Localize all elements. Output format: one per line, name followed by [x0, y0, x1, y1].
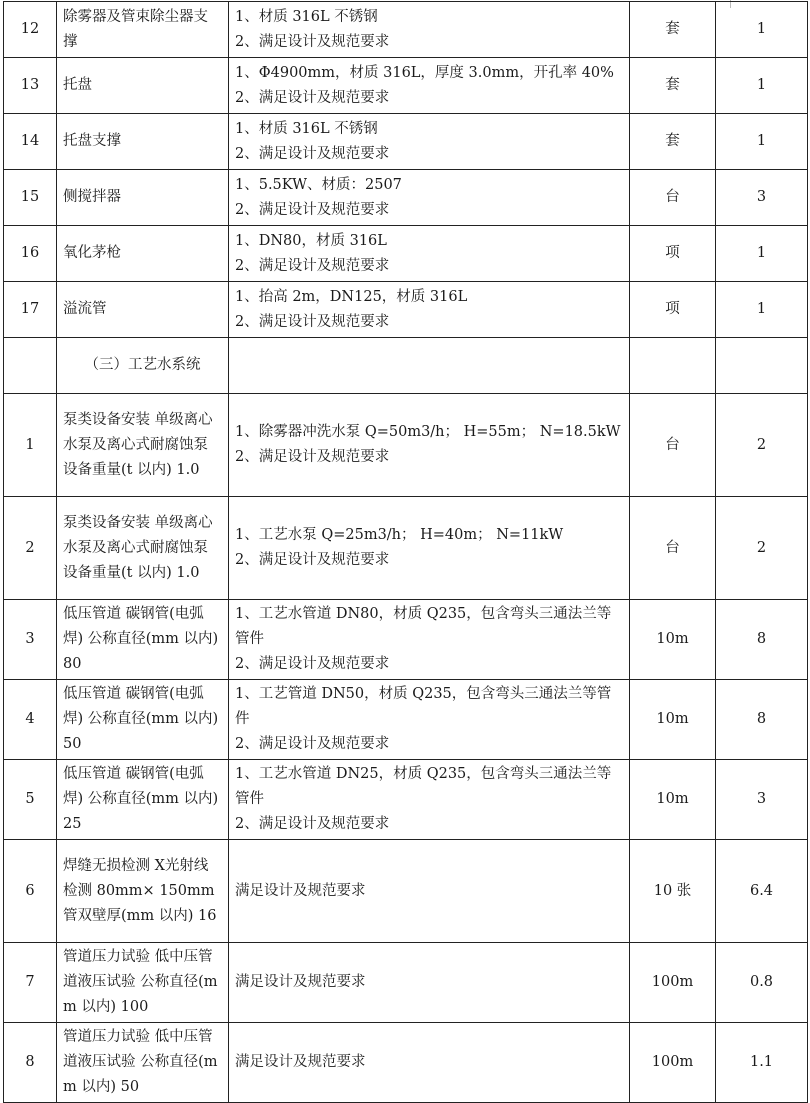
item-number-cell: 6 [4, 840, 57, 943]
table-body [4, 2, 808, 1103]
spec-line: 2、满足设计及规范要求 [235, 33, 390, 50]
item-name-cell: 侧搅拌器 [57, 170, 229, 226]
item-name-cell: 托盘支撑 [57, 114, 229, 170]
table-row [4, 943, 808, 1023]
quantity-cell: 3 [716, 170, 808, 226]
quantity-cell: 0.8 [716, 943, 808, 1023]
spec-line: 1、工艺水管道 DN80，材质 Q235，包含弯头三通法兰等管件 [235, 606, 612, 647]
spec-line: 2、满足设计及规范要求 [235, 313, 390, 330]
unit-cell: 套 [630, 2, 716, 58]
quantity-cell: 1 [716, 58, 808, 114]
unit-cell [630, 338, 716, 394]
quantity-cell: 1.1 [716, 1023, 808, 1103]
item-spec-cell [229, 226, 630, 282]
spec-line: 2、满足设计及规范要求 [235, 257, 390, 274]
spec-line: 满足设计及规范要求 [235, 974, 366, 990]
quantity-cell: 2 [716, 497, 808, 600]
unit-cell: 10m [630, 600, 716, 680]
item-spec-cell [229, 760, 630, 840]
table-row [4, 1023, 808, 1103]
item-spec-cell [229, 114, 630, 170]
table-row [4, 338, 808, 394]
table-row [4, 394, 808, 497]
quantity-cell: 3 [716, 760, 808, 840]
spec-line: 1、抬高 2m，DN125，材质 316L [235, 288, 468, 305]
item-number-cell: 1 [4, 394, 57, 497]
item-spec-cell [229, 943, 630, 1023]
item-name-cell: 托盘 [57, 58, 229, 114]
item-number-cell: 16 [4, 226, 57, 282]
quantity-cell: 8 [716, 680, 808, 760]
table-row [4, 114, 808, 170]
table-row [4, 840, 808, 943]
unit-cell: 套 [630, 58, 716, 114]
table-row [4, 226, 808, 282]
item-number-cell: 14 [4, 114, 57, 170]
item-name-cell: 氧化茅枪 [57, 226, 229, 282]
spec-line: 1、DN80，材质 316L [235, 232, 387, 249]
quantity-cell: 1 [716, 114, 808, 170]
item-name-cell: 除雾器及管束除尘器支撑 [57, 2, 229, 58]
unit-cell: 项 [630, 226, 716, 282]
item-spec-cell [229, 497, 630, 600]
quantity-cell: 1 [716, 282, 808, 338]
item-number-cell: 4 [4, 680, 57, 760]
spec-line: 2、满足设计及规范要求 [235, 656, 390, 672]
spec-line: 1、除雾器冲洗水泵 Q=50m3/h； H=55m； N=18.5kW [235, 424, 621, 440]
quantity-cell: 2 [716, 394, 808, 497]
unit-cell: 项 [630, 282, 716, 338]
spec-line: 2、满足设计及规范要求 [235, 816, 390, 832]
item-name-cell: 管道压力试验 低中压管道液压试验 公称直径(mm 以内) 50 [57, 1023, 229, 1103]
item-number-cell: 3 [4, 600, 57, 680]
item-name-cell: 焊缝无损检测 X光射线检测 80mm× 150mm 管双壁厚(mm 以内) 16 [57, 840, 229, 943]
item-name-cell: 低压管道 碳钢管(电弧焊) 公称直径(mm 以内) 25 [57, 760, 229, 840]
item-spec-cell [229, 840, 630, 943]
spec-line: 2、满足设计及规范要求 [235, 201, 390, 218]
unit-cell: 台 [630, 394, 716, 497]
quantity-cell: 1 [716, 2, 808, 58]
item-spec-cell [229, 2, 630, 58]
item-name-cell: 低压管道 碳钢管(电弧焊) 公称直径(mm 以内) 50 [57, 680, 229, 760]
unit-cell: 10 张 [630, 840, 716, 943]
spec-line: 1、工艺水管道 DN25，材质 Q235，包含弯头三通法兰等管件 [235, 766, 612, 807]
table-row [4, 58, 808, 114]
item-number-cell: 5 [4, 760, 57, 840]
unit-cell: 台 [630, 170, 716, 226]
spec-line: 满足设计及规范要求 [235, 882, 366, 899]
unit-cell: 10m [630, 680, 716, 760]
item-spec-cell [229, 1023, 630, 1103]
spec-line: 2、满足设计及规范要求 [235, 89, 390, 106]
unit-cell: 10m [630, 760, 716, 840]
unit-cell: 100m [630, 1023, 716, 1103]
item-spec-cell [229, 394, 630, 497]
spec-line: 1、Φ4900mm，材质 316L，厚度 3.0mm，开孔率 40% [235, 64, 614, 81]
table-row [4, 282, 808, 338]
item-spec-cell [229, 600, 630, 680]
item-number-cell: 8 [4, 1023, 57, 1103]
spec-line: 2、满足设计及规范要求 [235, 552, 390, 568]
quantity-cell: 8 [716, 600, 808, 680]
bill-of-quantities-table [3, 1, 808, 1103]
spec-line: 1、5.5KW、材质：2507 [235, 176, 402, 193]
item-number-cell: 13 [4, 58, 57, 114]
spec-line: 满足设计及规范要求 [235, 1054, 366, 1070]
item-spec-cell [229, 170, 630, 226]
item-spec-cell [229, 338, 630, 394]
item-number-cell: 7 [4, 943, 57, 1023]
item-number-cell: 2 [4, 497, 57, 600]
quantity-cell: 6.4 [716, 840, 808, 943]
spec-line: 1、工艺管道 DN50，材质 Q235，包含弯头三通法兰等管件 [235, 686, 612, 727]
item-number-cell: 12 [4, 2, 57, 58]
unit-cell: 台 [630, 497, 716, 600]
spec-line: 2、满足设计及规范要求 [235, 449, 390, 465]
item-spec-cell [229, 282, 630, 338]
item-name-cell: （三）工艺水系统 [57, 338, 229, 394]
spec-line: 2、满足设计及规范要求 [235, 145, 390, 162]
table-row [4, 680, 808, 760]
item-name-cell: 泵类设备安装 单级离心水泵及离心式耐腐蚀泵 设备重量(t 以内) 1.0 [57, 497, 229, 600]
quantity-cell: 1 [716, 226, 808, 282]
item-spec-cell [229, 58, 630, 114]
item-name-cell: 泵类设备安装 单级离心水泵及离心式耐腐蚀泵 设备重量(t 以内) 1.0 [57, 394, 229, 497]
table-row [4, 2, 808, 58]
item-number-cell [4, 338, 57, 394]
table-row [4, 760, 808, 840]
quantity-cell [716, 338, 808, 394]
unit-cell: 套 [630, 114, 716, 170]
item-number-cell: 15 [4, 170, 57, 226]
table-row [4, 497, 808, 600]
item-name-cell: 管道压力试验 低中压管道液压试验 公称直径(mm 以内) 100 [57, 943, 229, 1023]
table-row [4, 170, 808, 226]
spec-line: 1、工艺水泵 Q=25m3/h； H=40m； N=11kW [235, 527, 564, 543]
item-name-cell: 低压管道 碳钢管(电弧焊) 公称直径(mm 以内) 80 [57, 600, 229, 680]
spec-line: 2、满足设计及规范要求 [235, 736, 390, 752]
spec-line: 1、材质 316L 不锈钢 [235, 120, 378, 137]
spec-line: 1、材质 316L 不锈钢 [235, 8, 378, 25]
table-row [4, 600, 808, 680]
item-number-cell: 17 [4, 282, 57, 338]
unit-cell: 100m [630, 943, 716, 1023]
item-spec-cell [229, 680, 630, 760]
item-name-cell: 溢流管 [57, 282, 229, 338]
